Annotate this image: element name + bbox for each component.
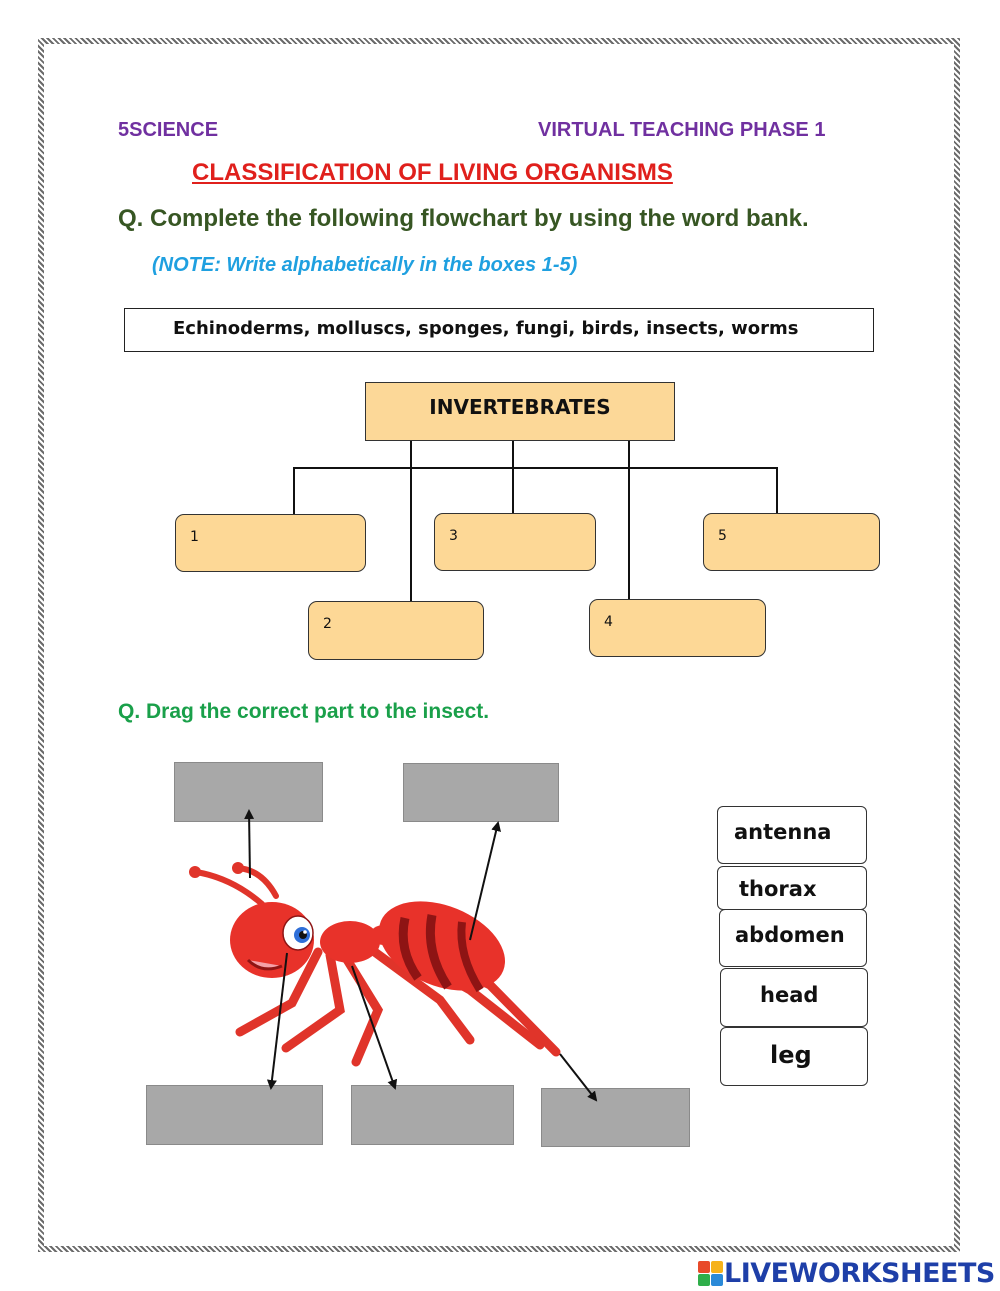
phase-label: VIRTUAL TEACHING PHASE 1 bbox=[538, 119, 826, 141]
answer-box-5[interactable]: 5 bbox=[703, 513, 880, 571]
word-bank: Echinoderms, molluscs, sponges, fungi, birds, insects, worms bbox=[124, 308, 874, 352]
word-card-head[interactable]: head bbox=[720, 968, 868, 1027]
answer-box-3[interactable]: 3 bbox=[434, 513, 596, 571]
answer-box-2[interactable]: 2 bbox=[308, 601, 484, 660]
brand-name: LIVEWORKSHEETS bbox=[724, 1258, 995, 1289]
ant-illustration bbox=[189, 862, 556, 1062]
word-card-abdomen[interactable]: abdomen bbox=[719, 909, 867, 967]
flowchart-root-box: INVERTEBRATES bbox=[365, 382, 675, 441]
question-1-note: (NOTE: Write alphabetically in the boxes 1-5) bbox=[152, 254, 578, 276]
question-2-prompt: Q. Drag the correct part to the insect. bbox=[118, 700, 490, 723]
answer-box-1[interactable]: 1 bbox=[175, 514, 366, 572]
worksheet-title: CLASSIFICATION OF LIVING ORGANISMS bbox=[192, 159, 673, 186]
logo-mark-icon bbox=[698, 1261, 724, 1287]
word-card-antenna[interactable]: antenna bbox=[717, 806, 867, 864]
word-card-thorax[interactable]: thorax bbox=[717, 866, 867, 910]
word-card-leg[interactable]: leg bbox=[720, 1027, 868, 1086]
subject-label: 5SCIENCE bbox=[118, 119, 219, 141]
answer-box-4[interactable]: 4 bbox=[589, 599, 766, 657]
question-1-prompt: Q. Complete the following flowchart by using the word bank. bbox=[118, 205, 809, 232]
liveworksheets-logo bbox=[698, 1258, 995, 1289]
